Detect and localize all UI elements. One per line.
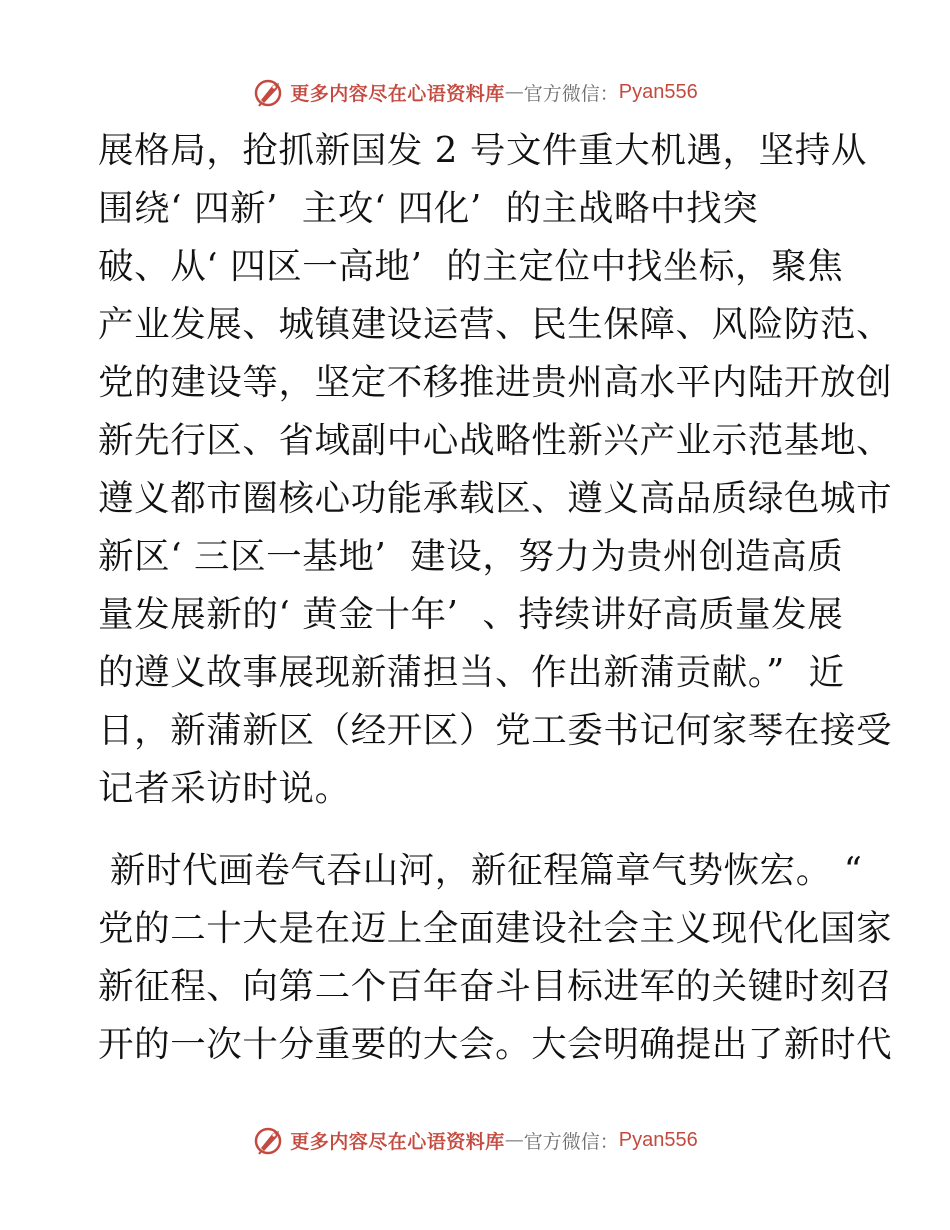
document-body xyxy=(98,122,893,1074)
text-line: 展格局，抢抓新国发 2 号文件重大机遇，坚持从 xyxy=(98,130,867,171)
watermark-dash: — xyxy=(504,1129,524,1151)
footer-watermark xyxy=(0,1120,950,1160)
text-line: 遵义都市圈核心功能承载区、遵义高品质绿色城市 xyxy=(98,478,893,519)
text-line: 开的一次十分重要的大会。大会明确提出了新时代 xyxy=(98,1024,893,1065)
watermark-text-wechat-id: Pyan556 xyxy=(618,80,698,103)
watermark-text-wechat-id: Pyan556 xyxy=(618,1128,698,1151)
watermark-dash: — xyxy=(504,81,524,103)
paragraph-1 xyxy=(98,122,893,818)
header-watermark xyxy=(0,72,950,112)
text-line: 党的二十大是在迈上全面建设社会主义现代化国家 xyxy=(98,908,893,949)
watermark-text-site: 更多内容尽在心语资料库 xyxy=(290,1130,505,1153)
text-line: 新时代画卷气吞山河，新征程篇章气势恢宏。 “ xyxy=(98,850,863,891)
text-line: 量发展新的‘ 黄金十年’ 、持续讲好高质量发展 xyxy=(98,594,844,635)
text-line: 日，新蒲新区（经开区）党工委书记何家琴在接受 xyxy=(98,710,893,751)
text-line: 破、从‘ 四区一高地’ 的主定位中找坐标，聚焦 xyxy=(98,246,844,287)
paragraph-gap xyxy=(98,818,858,842)
watermark-text-site: 更多内容尽在心语资料库 xyxy=(290,82,505,105)
watermark-text-wechat-label: 官方微信： xyxy=(523,1130,619,1153)
watermark-text-wechat-label: 官方微信： xyxy=(523,82,619,105)
pen-nib-logo-icon xyxy=(252,1123,286,1157)
text-line: 的遵义故事展现新蒲担当、作出新蒲贡献。” 近 xyxy=(98,652,845,693)
text-line: 记者采访时说。 xyxy=(98,768,351,809)
text-line: 新先行区、省域副中心战略性新兴产业示范基地、 xyxy=(98,420,893,461)
paragraph-2 xyxy=(98,842,893,1074)
pen-nib-logo-icon xyxy=(252,75,286,109)
text-line: 新征程、向第二个百年奋斗目标进军的关键时刻召 xyxy=(98,966,893,1007)
text-line: 新区‘ 三区一基地’ 建设，努力为贵州创造高质 xyxy=(98,536,844,577)
text-line: 产业发展、城镇建设运营、民生保障、风险防范、 xyxy=(98,304,893,345)
text-line: 围绕‘ 四新’ 主攻‘ 四化’ 的主战略中找突 xyxy=(98,188,759,229)
text-line: 党的建设等，坚定不移推进贵州高水平内陆开放创 xyxy=(98,362,893,403)
